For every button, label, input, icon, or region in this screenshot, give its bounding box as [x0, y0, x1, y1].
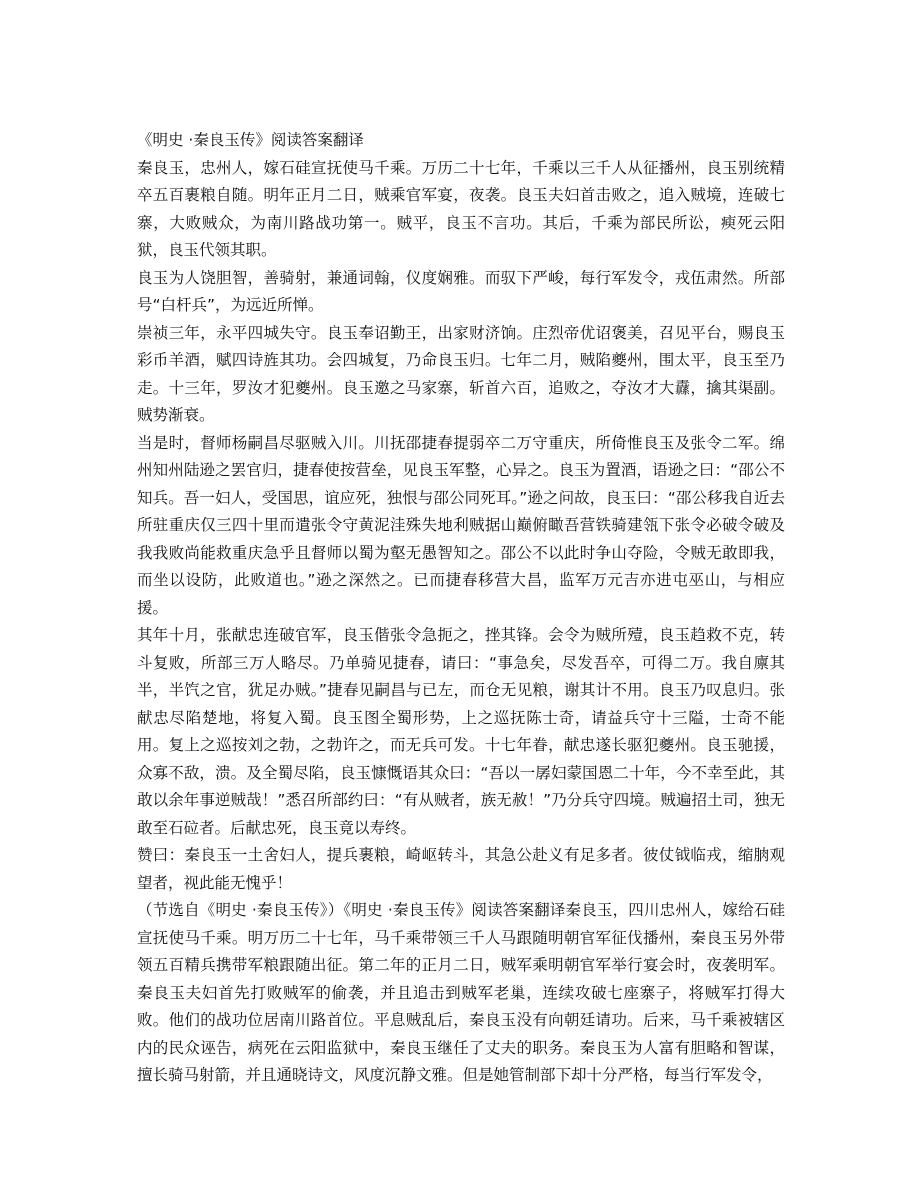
paragraph-character: 良玉为人饶胆智，善骑射，兼通词翰，仪度娴雅。而驭下严峻，每行军发令，戎伍肃然。所部号“白杆兵”，为远近所惮。	[137, 268, 785, 314]
paragraph-biography: 秦良玉，忠州人，嫁石硅宣抚使马千乘。万历二十七年，千乘以三千人从征播州，良玉别统精卒五百裹粮自随。明年正月二日，贼乘官军宴，夜袭。良玉夫妇首击败之，追入贼境，连破七寨，大败贼众，为南川路战功第一。贼平，良玉不言功。其后，千乘为部民所讼，瘐死云阳狱，良玉代领其职。	[137, 158, 785, 259]
document-title: 《明史 ·秦良玉传》阅读答案翻译	[137, 131, 364, 149]
paragraph-chongzhen: 崇祯三年，永平四城失守。良玉奉诏勤王，出家财济饷。庄烈帝优诏褒美，召见平台，赐良玉彩币羊酒，赋四诗旌其功。会四城复，乃命良玉归。七年二月，贼陷夔州，围太平，良玉至乃走。十三年，罗汝才犯夔州。良玉邀之马家寨，斩首六百，追败之，夺汝才大纛，擒其渠副。贼势渐衰。	[137, 323, 785, 424]
paragraph-eulogy: 赞曰：秦良玉一土舍妇人，提兵裹粮，崎岖转斗，其急公赴义有足多者。彼仗钺临戎，缩朒观望者，视此能无愧乎！	[137, 846, 785, 892]
paragraph-zhang-xianzhong: 其年十月，张献忠连破官军，良玉偕张令急扼之，挫其锋。会令为贼所殪，良玉趋救不克，转斗复败，所部三万人略尽。乃单骑见捷春，请曰：“事急矣，尽发吾卒，可得二万。我自廪其半，半饩之官，犹足办贼。”捷春见嗣昌与已左，而仓无见粮，谢其计不用。良玉乃叹息归。张献忠尽陷楚地，将复入蜀。良玉图全蜀形势，上之巡抚陈士奇，请益兵守十三隘，士奇不能用。复上之巡按刘之勃，之勃许之，而无兵可发。十七年眷，献忠遂长驱犯夔州。良玉驰援，众寡不敌，溃。及全蜀尽陷，良玉慷慨语其众曰：“吾以一孱妇蒙国恩二十年，今不幸至此，其敢以余年事逆贼哉！”悉召所部约曰：“有从贼者，族无赦！”乃分兵守四境。贼遍招土司，独无敢至石砬者。后献忠死，良玉竟以寿终。	[137, 626, 785, 837]
paragraph-sichuan-defense: 当是时，督师杨嗣昌尽驱贼入川。川抚邵捷春提弱卒二万守重庆，所倚惟良玉及张令二军。绵州知州陆逊之罢官归，捷春使按营垒，见良玉军整，心异之。良玉为置酒，语逊之曰：“邵公不知兵。吾一妇人，受国思，谊应死，独恨与邵公同死耳。”逊之问故，良玉曰：“邵公移我自近去所驻重庆仅三四十里而遣张令守黄泥洼殊失地利贼据山巅俯瞰吾营铁骑建瓴下张令必破令破及我我败尚能救重庆急乎且督师以蜀为壑无愚智知之。邵公不以此时争山夺险，令贼无敢即我，而坐以设防，此败道也。”逊之深然之。已而捷春移营大昌，监军万元吉亦进屯巫山，与相应援。	[137, 433, 785, 617]
paragraph-translation: （节选自《明史 ·秦良玉传》）《明史 ·秦良玉传》阅读答案翻译秦良玉，四川忠州人，嫁给石硅宣抚使马千乘。明万历二十七年，马千乘带领三千人马跟随明朝官军征伐播州，秦良玉另外带领五百精兵携带军粮跟随出征。第二年的正月二日，贼军乘明朝官军举行宴会时，夜袭明军。秦良玉夫妇首先打败贼军的偷袭，并且追击到贼军老巢，连续攻破七座寨子，将贼军打得大败。他们的战功位居南川路首位。平息贼乱后，秦良玉没有向朝廷请功。后来，马千乘被辖区内的民众诬告，病死在云阳监狱中，秦良玉继任了丈夫的职务。秦良玉为人富有胆略和智谋，擅长骑马射箭，并且通晓诗文，风度沉静文雅。但是她管制部下却十分严格，每当行军发令，	[137, 901, 785, 1084]
document-body	[137, 127, 785, 1090]
